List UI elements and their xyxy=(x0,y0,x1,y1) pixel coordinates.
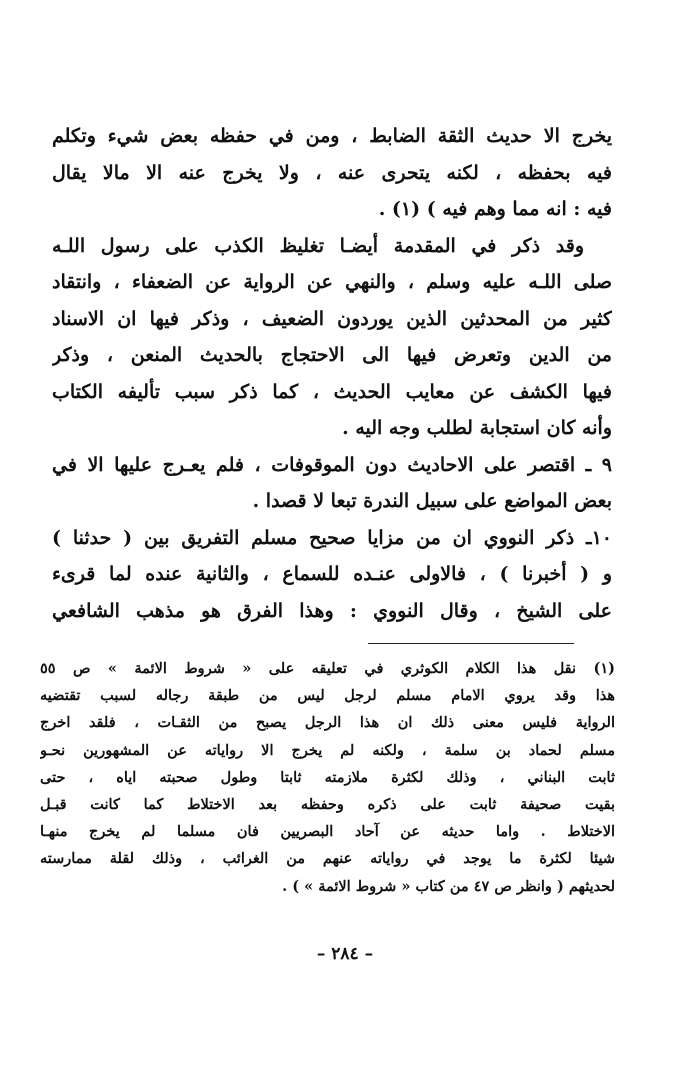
footnote-line: (١) نقل هذا الكلام الكوثري في تعليقه على « شروط الائمة » ص ٥٥ xyxy=(40,660,615,677)
text-line: و ( أخبرنا ) ، فالاولى عنـده للسماع ، والثانية عنده لما قرىء xyxy=(52,563,612,585)
footnote xyxy=(40,655,615,900)
text-line: فيه : انه مما وهم فيه ) (١) . xyxy=(378,198,612,220)
footnote-line: هذا وقد يروي الامام مسلم لرجل ليس من طبقة رجاله لسبب تقتضيه xyxy=(40,687,615,705)
footnote-line: لحديثهم ( وانظر ص ٤٧ من كتاب « شروط الائمة » ) . xyxy=(282,877,615,895)
footnote-line: الرواية فليس معنى ذلك ان هذا الرجل يصبح من الثقـات ، فلقد اخرج xyxy=(40,714,615,732)
text-line: صلى اللـه عليه وسلم ، والنهي عن الرواية عن الضعفاء ، وانتقاد xyxy=(52,271,612,293)
footnote-line: مسلم لحماد بن سلمة ، ولكنه لم يخرج الا رواياته عن المشهورين نحـو xyxy=(40,741,615,759)
text-line: ١٠ـ ذكر النووي ان من مزايا صحيح مسلم التفريق بين ( حدثنا ) xyxy=(52,526,612,549)
list-item-10 xyxy=(52,520,612,630)
page-number: – ٢٨٤ – xyxy=(316,944,374,964)
text-line: ٩ ـ اقتصر على الاحاديث دون الموقوفات ، فلم يعـرج عليها الا في xyxy=(52,453,612,476)
text-line: على الشيخ ، وقال النووي : وهذا الفرق هو مذهب الشافعي xyxy=(52,599,612,622)
main-text xyxy=(52,118,612,629)
text-line: فيه بحفظه ، لكنه يتحرى عنه ، ولا يخرج عنه الا مالا يقال xyxy=(52,161,612,184)
text-line: كثير من المحدثين الذين يوردون الضعيف ، وذكر فيها ان الاسناد xyxy=(52,307,612,330)
footnote-line: ثابت البناني ، وذلك لكثرة ملازمته ثابتا وطول صحبته اياه ، حتى xyxy=(40,768,615,786)
text-line: وأنه كان استجابة لطلب وجه اليه . xyxy=(342,417,612,439)
text-line: بعض المواضع على سبيل الندرة تبعا لا قصدا . xyxy=(252,490,612,512)
footnote-divider xyxy=(368,643,574,644)
text-line: وقد ذكر في المقدمة أيضـا تغليظ الكذب على رسول اللـه xyxy=(52,234,584,257)
paragraph-2 xyxy=(52,228,612,447)
footnote-line: شيئا لكثرة ما يوجد في رواياته عنهم من الغرائب ، وذلك لقلة ممارسته xyxy=(40,850,615,868)
footnote-line: بقيت صحيفة ثابت على ذكره وحفظه بعد الاختلاط كما كانت قبـل xyxy=(40,796,615,814)
list-item-9 xyxy=(52,447,612,520)
text-line: من الدين وتعرض فيها الى الاحتجاج بالحديث المنعن ، وذكر xyxy=(52,344,612,366)
text-line: يخرج الا حديث الثقة الضابط ، ومن في حفظه بعض شيء وتكلم xyxy=(52,125,612,147)
footnote-line: الاختلاط . واما حديثه عن آحاد البصريين فان مسلما لم يخرج منهـا xyxy=(40,823,615,841)
paragraph-1 xyxy=(52,118,612,228)
text-line: فيها الكشف عن معايب الحديث ، كما ذكر سبب تأليفه الكتاب xyxy=(52,380,612,403)
